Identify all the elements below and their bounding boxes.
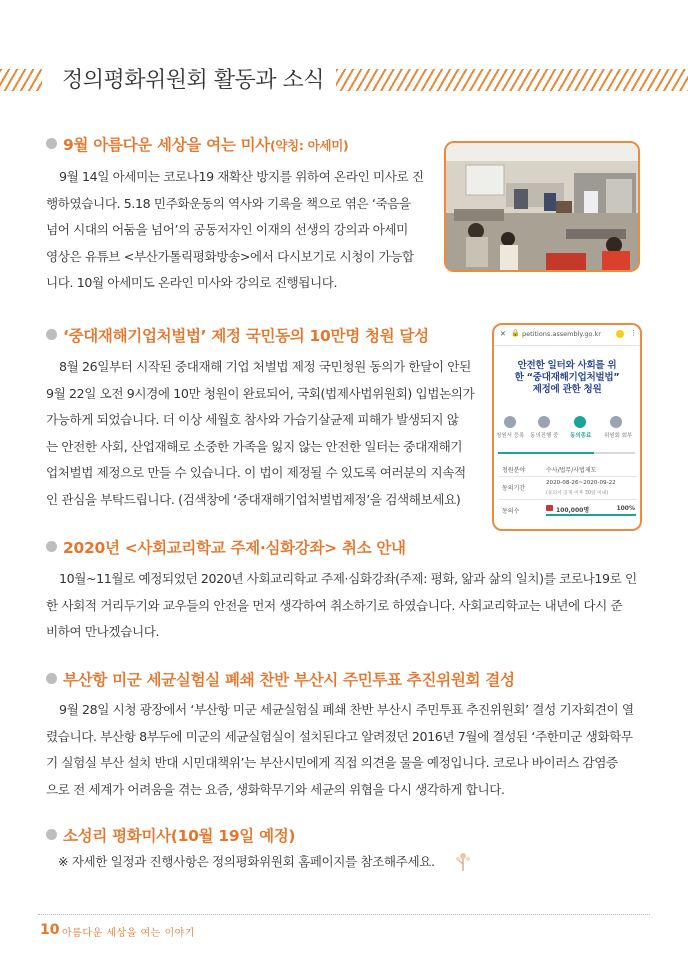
paragraph-line: 행하였습니다. 5.18 민주화운동의 역사와 기록을 책으로 엮은 ‘죽음을 [46,195,411,211]
step-label: 위원회 회부 [604,433,633,439]
paragraph-social-school [46,566,646,646]
section-title-petition [46,324,429,346]
paragraph-line: 업처벌법 제정으로 만들 수 있습니다. 이 법이 제정될 수 있도록 여러분의 지속적 [46,465,466,480]
header-hatch-right [336,69,688,91]
paragraph-line: 넘어 시대의 어둠을 넘어’의 공동저자인 이재의 선생의 강의과 아세미 [46,222,408,237]
step-progress-line [498,452,635,454]
footer-publication-title: 아름다운 세상을 여는 이야기 [62,928,195,939]
page-number: 10 [40,922,60,938]
lock-icon: 🔒 [511,329,520,337]
page-title: 정의평화위원회 활동과 소식 [62,68,325,93]
paragraph-line: 비하여 만나겠습니다. [46,624,160,639]
mass-photo [444,141,640,272]
flower-icon [452,850,474,876]
petition-title-line: 안전한 일터와 사회를 위 [517,360,617,371]
section-title-text: 소성리 평화미사(10월 19일 예정) [63,827,296,845]
info-label: 동의수 [502,508,520,515]
section-title-text: 2020년 <사회교리학교 주제·심화강좌> 취소 안내 [63,539,406,557]
section-title-text: 부산항 미군 세균실험실 폐쇄 찬반 부산시 주민투표 추진위원회 결성 [63,671,515,689]
section-title-text: ‘중대재해기업처벌법’ 제정 국민동의 10만명 청원 달성 [63,327,429,345]
bullet-dot-icon [46,329,57,340]
step-committee-icon [610,416,622,428]
petition-title [494,360,640,396]
close-icon: ✕ [500,330,506,338]
more-icon: ⋮ [630,329,637,337]
step-register-icon [504,416,516,428]
info-value: 2020-08-26~2020-09-22 [546,480,616,486]
section-title-text: 9월 아름다운 세상을 여는 미사 [63,136,270,154]
paragraph-line: 10월~11월로 예정되었던 2020년 사회교리학교 주제·심화강좌(주제: 평화, 앎과 삶의 일치)를 코로나19로 인 [59,571,637,586]
petition-title-line: 제정에 관한 청원 [532,384,602,395]
info-label: 청원분야 [502,467,526,474]
paragraph-line: 8월 26일부터 시작된 중대재해 기업 처벌법 제정 국민청원 동의가 한달이 안된 [59,359,471,374]
petition-steps [494,416,639,446]
paragraph-line: ※ 자세한 일정과 진행사항은 정의평화위원회 홈페이지를 참조해주세요. [58,854,435,869]
paragraph-asemi [46,164,436,297]
paragraph-line: 영상은 유튜브 <부산가톨릭평화방송>에서 다시보기로 시청이 가능합 [46,248,414,264]
people-icon [546,505,553,511]
browser-bar [494,325,640,346]
step-label: 동의종료 [570,433,592,439]
chat-icon [616,330,624,338]
paragraph-petition [46,354,482,513]
section-title-social-school [46,536,406,558]
step-label: 동의진행 중 [530,433,559,439]
petition-info-table [498,461,637,518]
browser-url: petitions.assembly.go.kr [522,330,601,338]
paragraph-line: 는 안전한 사회, 산업재해로 소중한 가족을 잃지 않는 안전한 일터는 중대재해기 [46,438,463,454]
header-hatch-left [0,69,42,91]
info-label: 동의기간 [502,485,526,492]
paragraph-line: 렸습니다. 부산항 8부두에 미군의 세균실험실이 설치된다고 알려졌던 2016년 7월에 결성된 ‘주한미군 생화학무 [46,728,633,744]
paragraph-line: 9월 22일 오전 9시경에 10만 청원이 완료되어, 국회(법제사법위원회) 입법논의가 [46,385,475,401]
section-title-biolab [46,668,515,690]
bullet-dot-icon [46,541,57,552]
bullet-dot-icon [46,138,57,149]
paragraph-line: 9월 14일 아세미는 코로나19 재확산 방지를 위하여 온라인 미사로 진 [59,169,424,184]
paragraph-line: 가능하게 되었습니다. 더 이상 세월호 참사와 가습기살균제 피해가 발생되지 않 [46,412,459,427]
petition-title-line: 한 “중대재해기업처벌법” [514,372,620,383]
paragraph-line: 니다. 10월 아세미도 온라인 미사와 강의로 진행됩니다. [46,275,338,290]
paragraph-soseongri [58,849,478,876]
section-title-sub: (약칭: 아세미) [269,138,349,153]
petition-screenshot [492,323,642,531]
info-value: 수사/법무/사법제도 [546,467,597,474]
mass-photo-illustration [446,143,640,272]
footer-divider [38,914,650,915]
agree-progress-bar [546,514,636,516]
paragraph-line: 으로 전 세계가 어려움을 겪는 요즘, 생화학무기와 세균의 위협을 다시 생각하게 합니다. [46,781,505,797]
paragraph-biolab [46,697,646,803]
section-title-asemi [46,133,348,155]
bullet-dot-icon [46,673,57,684]
paragraph-line: 인 관심을 부탁드립니다. (검색창에 ‘중대재해기업처벌법제정’을 검색해보세요) [46,491,461,507]
paragraph-line: 9월 28일 시청 광장에서 ‘부산항 미군 세균실험실 폐쇄 찬반 부산시 주민투표 추진위원회’ 결성 기자회견이 열 [59,702,634,717]
info-value: 100,000명 [556,507,590,514]
bullet-dot-icon [46,829,57,840]
info-note: (동의서 공개 이후 30일 이내) [546,491,609,496]
step-label: 청원서 등록 [496,433,525,439]
section-title-soseongri [46,824,295,846]
paragraph-line: 기 실험실 부산 설치 반대 시민대책위’는 부산시민에게 직접 의견을 물을 예정입니다. 코로나 바이러스 감염증 [46,755,618,770]
paragraph-line: 한 사회적 거리두기와 교우들의 안전을 먼저 생각하여 취소하기로 하였습니다. 사회교리학교는 내년에 다시 준 [46,597,623,613]
step-done-icon [574,416,586,428]
info-percent: 100% [616,505,635,512]
step-progress-icon [538,416,550,428]
